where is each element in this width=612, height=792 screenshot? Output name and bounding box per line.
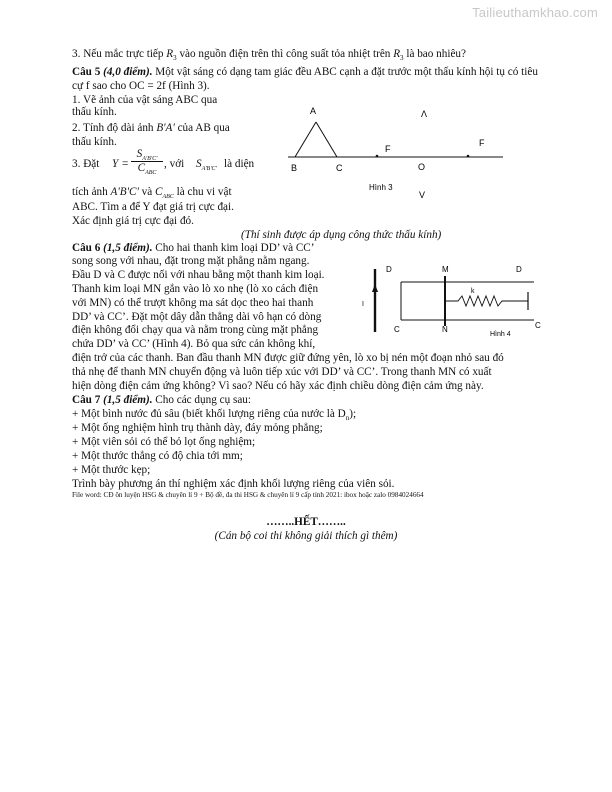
label-m: M: [442, 265, 449, 274]
closing-note-text: (Cán bộ coi thi không giải thích gì thêm): [214, 530, 398, 542]
cau5-line1: [72, 66, 538, 79]
focus-point-2: [467, 155, 470, 158]
cau6-line2: song song với nhau, đặt trong mặt phẳng nằm ngang.: [72, 255, 310, 267]
cau6-line6: DD’ và CC’. Đặt một dây dẫn thẳng dài vô hạn có dòng: [72, 311, 322, 323]
focus-point-1: [376, 155, 379, 158]
triangle-side-ac: [316, 122, 337, 157]
cau7-item-1-tail: );: [349, 408, 357, 420]
label-f1: F: [385, 144, 391, 154]
cau5-item3b-post: là chu vi vật: [173, 186, 232, 198]
label-d: D: [386, 265, 392, 274]
cau5-s2: S: [196, 158, 202, 170]
label-n: N: [442, 325, 448, 334]
triangle-side-ab: [295, 122, 316, 157]
cau5-s2-sub: A'B'C': [201, 166, 217, 173]
cau5-item1a: 1. Vẽ ảnh của vật sáng ABC qua: [72, 94, 218, 106]
label-c: C: [394, 325, 400, 334]
cau5-text1: Một vật sáng có dạng tam giác đều ABC cạnh a đặt trước một thấu kính hội tụ có tiêu: [152, 66, 538, 78]
cau5-eq: =: [122, 158, 129, 170]
cau6-title: Câu 6: [72, 242, 101, 254]
cau5-item3b-pre: tích ảnh: [72, 186, 111, 198]
cau6-line1: [72, 242, 315, 255]
q3-text-mid: vào nguồn điện trên thì công suất tỏa nhiệt trên: [176, 48, 394, 60]
cau5-y: Y: [112, 158, 119, 170]
cau7-item-5: + Một thước kẹp;: [72, 464, 151, 476]
cau5-c-sub: ABC: [162, 194, 174, 201]
cau5-s-prime: [196, 158, 217, 176]
figure-3: [283, 100, 513, 204]
cau5-c: C: [155, 186, 163, 198]
cau5-abc-prime: A'B'C': [110, 186, 139, 198]
cau5-item3d: Xác định giá trị cực đại đó.: [72, 215, 194, 227]
cau7-points: (1,5 điểm).: [103, 394, 153, 406]
cau5-frac-c-sub: ABC: [145, 170, 157, 177]
cau5-item1b: thấu kính.: [72, 106, 117, 118]
cau6-line11: hiện dòng điện cảm ứng không? Vì sao? Nếu có hãy xác định chiều dòng điện cảm ứng này.: [72, 380, 484, 392]
cau7-task: Trình bày phương án thí nghiệm xác định khối lượng riêng của viên sỏi.: [72, 478, 395, 490]
current-arrow: [372, 284, 378, 292]
cau6-line3: Đầu D và C được nối với nhau bằng một thanh kim loại.: [72, 269, 325, 281]
q3-r: R: [166, 48, 174, 60]
cau7-item-4: + Một thước thẳng có độ chia tới mm;: [72, 450, 243, 462]
label-c-prime: C: [535, 321, 541, 330]
label-i: I: [362, 301, 364, 308]
q3-r2: R: [393, 48, 401, 60]
cau6-line9: điện trở của các thanh. Ban đầu thanh MN được giữ đứng yên, lò xo bị nén một đoạn nhỏ sau đó: [72, 352, 504, 364]
cau7-item-1-sub: n: [345, 414, 350, 423]
figure-4-caption: Hình 4: [490, 331, 511, 338]
q3-text-post: là bao nhiêu?: [403, 48, 466, 60]
cau5-ab-prime: B'A': [156, 122, 175, 134]
footer-file-note: File word: CĐ ôn luyện HSG & chuyên lí 9 + Bộ đề, đa thi HSG & chuyên lí 9 cấp tỉnh 2021: ibox hoặc zalo 0984024664: [72, 491, 424, 499]
cau5-note: [241, 229, 441, 242]
figure-3-caption: Hình 3: [369, 183, 393, 192]
q3-text-pre: 3. Nếu mắc trực tiếp: [72, 48, 167, 60]
end-marker: [0, 516, 612, 529]
q3-line: [72, 48, 466, 65]
cau5-item2b: thấu kính.: [72, 136, 117, 148]
figure-4: [358, 262, 548, 344]
cau5-title: Câu 5: [72, 66, 101, 78]
label-c: C: [336, 163, 343, 173]
label-a: A: [310, 106, 317, 116]
cau5-item2a: [72, 122, 230, 135]
label-k: k: [471, 288, 475, 295]
cau7-title: Câu 7: [72, 394, 101, 406]
cau5-item3-pre: 3. Đặt: [72, 158, 100, 170]
watermark: Tailieuthamkhao.com: [472, 5, 598, 20]
label-f2: F: [479, 138, 485, 148]
cau6-line5: với MN) có thể trượt không ma sát dọc theo hai thanh: [72, 297, 314, 309]
lens-arrow-top: Λ: [421, 109, 428, 119]
cau6-line7: điện không đổi chạy qua và nằm trong cùng mặt phẳng: [72, 324, 319, 336]
cau5-line2: cự f sao cho OC = 2f (Hình 3).: [72, 80, 210, 92]
cau5-fraction: [131, 148, 163, 177]
cau5-item3b-mid: và: [138, 186, 155, 198]
cau6-points: (1,5 điểm).: [103, 242, 153, 254]
cau5-item3-post: là diện: [224, 158, 255, 170]
q3-sub2: 3: [400, 54, 404, 63]
cau7-intro: Cho các dụng cụ sau:: [152, 394, 251, 406]
cau5-item2a-post: của AB qua: [174, 122, 230, 134]
closing-note: [0, 530, 612, 543]
cau7-item-1-text: + Một bình nước đủ sâu (biết khối lượng riêng của nước là D: [72, 408, 346, 420]
cau7-item-2: + Một ống nghiệm hình trụ thành dày, đáy mỏng phẳng;: [72, 422, 323, 434]
label-o: O: [418, 162, 426, 172]
cau6-text1: Cho hai thanh kim loại DD’ và CC’: [152, 242, 315, 254]
cau5-item3-mid: , với: [164, 158, 185, 170]
q3-sub: 3: [173, 54, 177, 63]
cau5-item3c: ABC. Tìm a để Y đạt giá trị cực đại.: [72, 201, 234, 213]
cau5-frac-s: S: [136, 148, 143, 160]
cau7-line1: [72, 394, 251, 407]
cau5-frac-s-sub: A'B'C': [142, 156, 158, 163]
spring: [446, 296, 528, 306]
label-b: B: [291, 163, 298, 173]
cau7-item-3: + Một viên sỏi có thể bỏ lọt ống nghiệm;: [72, 436, 256, 448]
cau5-points: (4,0 điểm).: [103, 66, 153, 78]
label-d-prime: D: [516, 265, 522, 274]
cau6-line4: Thanh kim loại MN gắn vào lò xo nhẹ (lò xo cách điện: [72, 283, 319, 295]
cau6-line10: thả nhẹ để thanh MN chuyển động và luôn tiếp xúc với DD’ và CC’. Trong thanh MN có xuất: [72, 366, 492, 378]
cau6-line8: chứa DD’ và CC’ (Hình 4). Bỏ qua sức cản không khí,: [72, 338, 316, 350]
end-marker-text: ……..HẾT……..: [266, 516, 346, 528]
lens-arrow-bottom: V: [419, 190, 426, 200]
cau5-note-text: (Thí sinh được áp dụng công thức thấu kính): [241, 229, 442, 241]
cau5-item2a-pre: 2. Tính độ dài ảnh: [72, 122, 157, 134]
cau5-frac-c: C: [137, 162, 146, 174]
